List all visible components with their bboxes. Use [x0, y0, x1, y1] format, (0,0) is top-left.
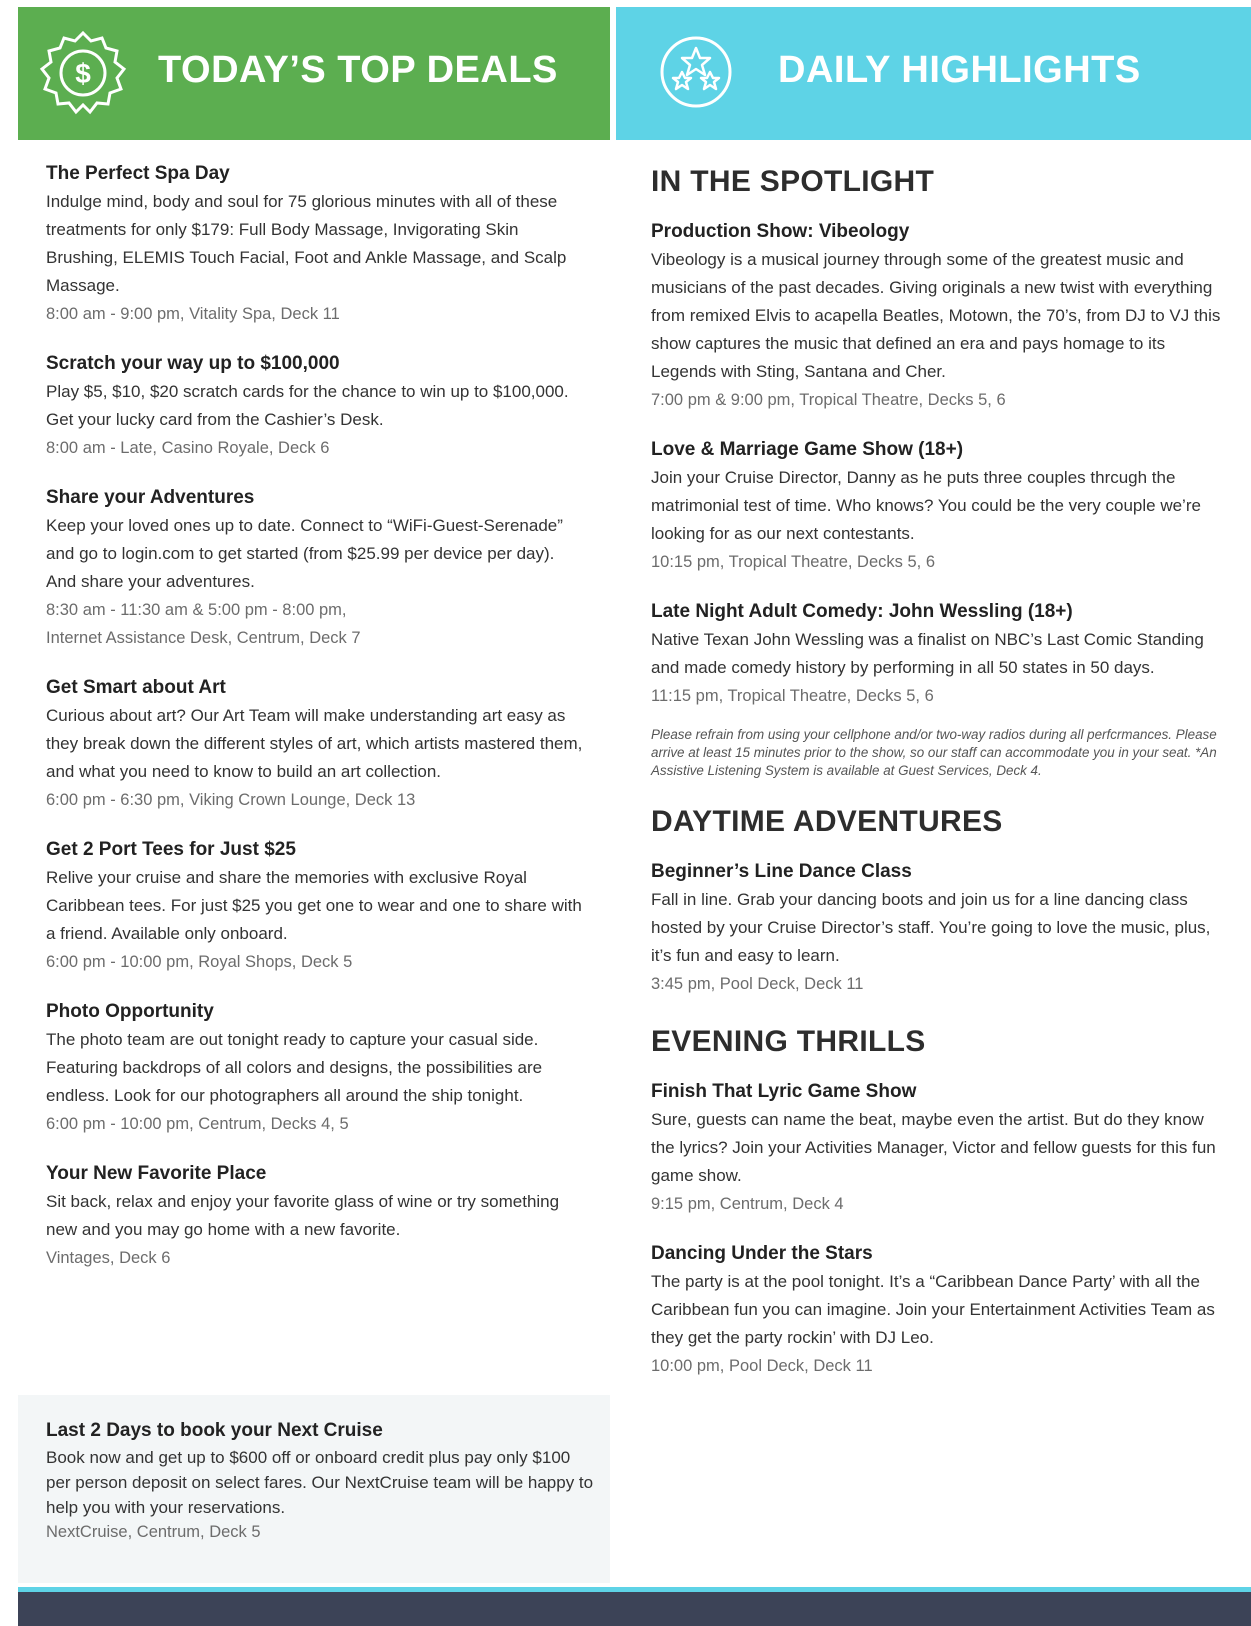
highlight-item	[651, 1078, 1226, 1218]
deals-column	[46, 160, 586, 1294]
highlight-title: Beginner’s Line Dance Class	[651, 861, 912, 882]
daytime-heading: DAYTIME ADVENTURES	[651, 805, 1003, 838]
deal-description: Curious about art? Our Art Team will make understanding art easy as they break down the different styles of art, which artists mastered them, and what you need to know to build an art collection.	[46, 706, 583, 781]
highlight-time-location: 10:15 pm, Tropical Theatre, Decks 5, 6	[651, 553, 936, 571]
deal-item	[46, 484, 586, 652]
highlight-description: Vibeology is a musical journey through some of the greatest music and musicians of the past decades. Giving originals a new twist with everything from remixed Elvis to acapella Beatles, Motown, the 70’s, from DJ to VJ this show captures the music that defined an era and pays homage to its Legends with Sting, Santana and Cher.	[651, 250, 1221, 381]
highlight-description: Native Texan John Wessling was a finalist on NBC’s Last Comic Standing and made comedy history by performing in all 50 states in 50 days.	[651, 630, 1204, 677]
highlight-description: Join your Cruise Director, Danny as he puts three couples thrcugh the matrimonial test of time. Who knows? You could be the very couple we’re looking for as our next contestants.	[651, 468, 1201, 543]
next-cruise-promo	[18, 1395, 610, 1583]
daily-highlights-title: DAILY HIGHLIGHTS	[778, 49, 1141, 91]
deal-time-location: Vintages, Deck 6	[46, 1249, 171, 1267]
deal-time-location: 8:00 am - Late, Casino Royale, Deck 6	[46, 439, 330, 457]
deal-item	[46, 350, 586, 462]
promo-location: NextCruise, Centrum, Deck 5	[46, 1523, 261, 1541]
footer-bar	[18, 1592, 1251, 1626]
deal-item	[46, 1160, 586, 1272]
dollar-badge-icon	[38, 29, 128, 119]
deal-item	[46, 998, 586, 1138]
deal-description: Relive your cruise and share the memories with exclusive Royal Caribbean tees. For just $25 you get one to wear and one to share with a friend. Available only onboard.	[46, 868, 582, 943]
top-deals-title: TODAY’S TOP DEALS	[158, 49, 558, 91]
highlight-title: Dancing Under the Stars	[651, 1243, 873, 1264]
highlights-column	[651, 160, 1226, 1402]
deal-title: The Perfect Spa Day	[46, 163, 230, 184]
highlight-item	[651, 1240, 1226, 1380]
deal-title: Photo Opportunity	[46, 1001, 214, 1022]
highlight-item	[651, 858, 1226, 998]
deal-description: Sit back, relax and enjoy your favorite glass of wine or try something new and you may go home with a new favorite.	[46, 1192, 560, 1239]
daily-highlights-banner	[616, 7, 1251, 140]
deal-description: The photo team are out tonight ready to capture your casual side. Featuring backdrops of all colors and designs, the possibilities are endless. Look for our photographers all around the ship tonight.	[46, 1030, 543, 1105]
deal-title: Share your Adventures	[46, 487, 255, 508]
deal-item	[46, 160, 586, 328]
highlight-time-location: 3:45 pm, Pool Deck, Deck 11	[651, 975, 864, 993]
highlight-time-location: 10:00 pm, Pool Deck, Deck 11	[651, 1357, 873, 1375]
highlight-time-location: 11:15 pm, Tropical Theatre, Decks 5, 6	[651, 687, 934, 705]
deal-title: Your New Favorite Place	[46, 1163, 267, 1184]
deal-description: Play $5, $10, $20 scratch cards for the chance to win up to $100,000. Get your lucky card from the Cashier’s Desk.	[46, 382, 569, 429]
top-deals-banner	[18, 7, 610, 140]
deal-item	[46, 836, 586, 976]
highlight-description: Sure, guests can name the beat, maybe even the artist. But do they know the lyrics? Join your Activities Manager, Victor and fellow guests for this fun game show.	[651, 1110, 1216, 1185]
highlight-item	[651, 598, 1226, 710]
promo-title: Last 2 Days to book your Next Cruise	[46, 1420, 383, 1441]
deal-title: Get Smart about Art	[46, 677, 226, 698]
deal-time-location: 6:00 pm - 6:30 pm, Viking Crown Lounge, Deck 13	[46, 791, 416, 809]
deal-title: Get 2 Port Tees for Just $25	[46, 839, 296, 860]
deal-time-location: 8:30 am - 11:30 am & 5:00 pm - 8:00 pm, Internet Assistance Desk, Centrum, Deck 7	[46, 601, 361, 647]
highlight-time-location: 9:15 pm, Centrum, Deck 4	[651, 1195, 844, 1213]
stars-circle-icon	[658, 34, 734, 110]
evening-heading: EVENING THRILLS	[651, 1025, 926, 1058]
highlight-description: Fall in line. Grab your dancing boots and join us for a line dancing class hosted by your Cruise Director’s staff. You’re going to love the music, plus, it’s fun and easy to learn.	[651, 890, 1211, 965]
highlight-item	[651, 436, 1226, 576]
highlight-item	[651, 218, 1226, 414]
promo-description: Book now and get up to $600 off or onboard credit plus pay only $100 per person deposit on select fares. Our NextCruise team will be happy to help you with your reservations.	[46, 1448, 594, 1517]
highlight-description: The party is at the pool tonight. It’s a “Caribbean Dance Party’ with all the Caribbean fun you can imagine. Join your Entertainment Activities Team as they get the party rockin’ with DJ Leo.	[651, 1272, 1215, 1347]
deal-item	[46, 674, 586, 814]
deal-time-location: 6:00 pm - 10:00 pm, Centrum, Decks 4, 5	[46, 1115, 349, 1133]
deal-title: Scratch your way up to $100,000	[46, 353, 340, 374]
performance-disclaimer: Please refrain from using your cellphone and/or two-way radios during all perfcrmances. Please arrive at least 15 minutes prior to the show, so our staff can accommodate you in your seat. *An Assistive Listening System is available at Guest Services, Deck 4.	[651, 727, 1217, 778]
highlight-title: Production Show: Vibeology	[651, 221, 910, 242]
highlight-title: Finish That Lyric Game Show	[651, 1081, 917, 1102]
highlight-title: Late Night Adult Comedy: John Wessling (18+)	[651, 601, 1073, 622]
deal-description: Indulge mind, body and soul for 75 glorious minutes with all of these treatments for only $179: Full Body Massage, Invigorating Skin Brushing, ELEMIS Touch Facial, Foot and Ankle Massage, and Scalp Massage.	[46, 192, 567, 295]
spotlight-heading: IN THE SPOTLIGHT	[651, 165, 935, 198]
highlight-title: Love & Marriage Game Show (18+)	[651, 439, 964, 460]
deal-time-location: 6:00 pm - 10:00 pm, Royal Shops, Deck 5	[46, 953, 353, 971]
svg-text:$: $	[75, 58, 91, 89]
deal-time-location: 8:00 am - 9:00 pm, Vitality Spa, Deck 11	[46, 305, 340, 323]
deal-description: Keep your loved ones up to date. Connect to “WiFi-Guest-Serenade” and go to login.com to get started (from $25.99 per device per day). And share your adventures.	[46, 516, 563, 591]
highlight-time-location: 7:00 pm & 9:00 pm, Tropical Theatre, Decks 5, 6	[651, 391, 1006, 409]
